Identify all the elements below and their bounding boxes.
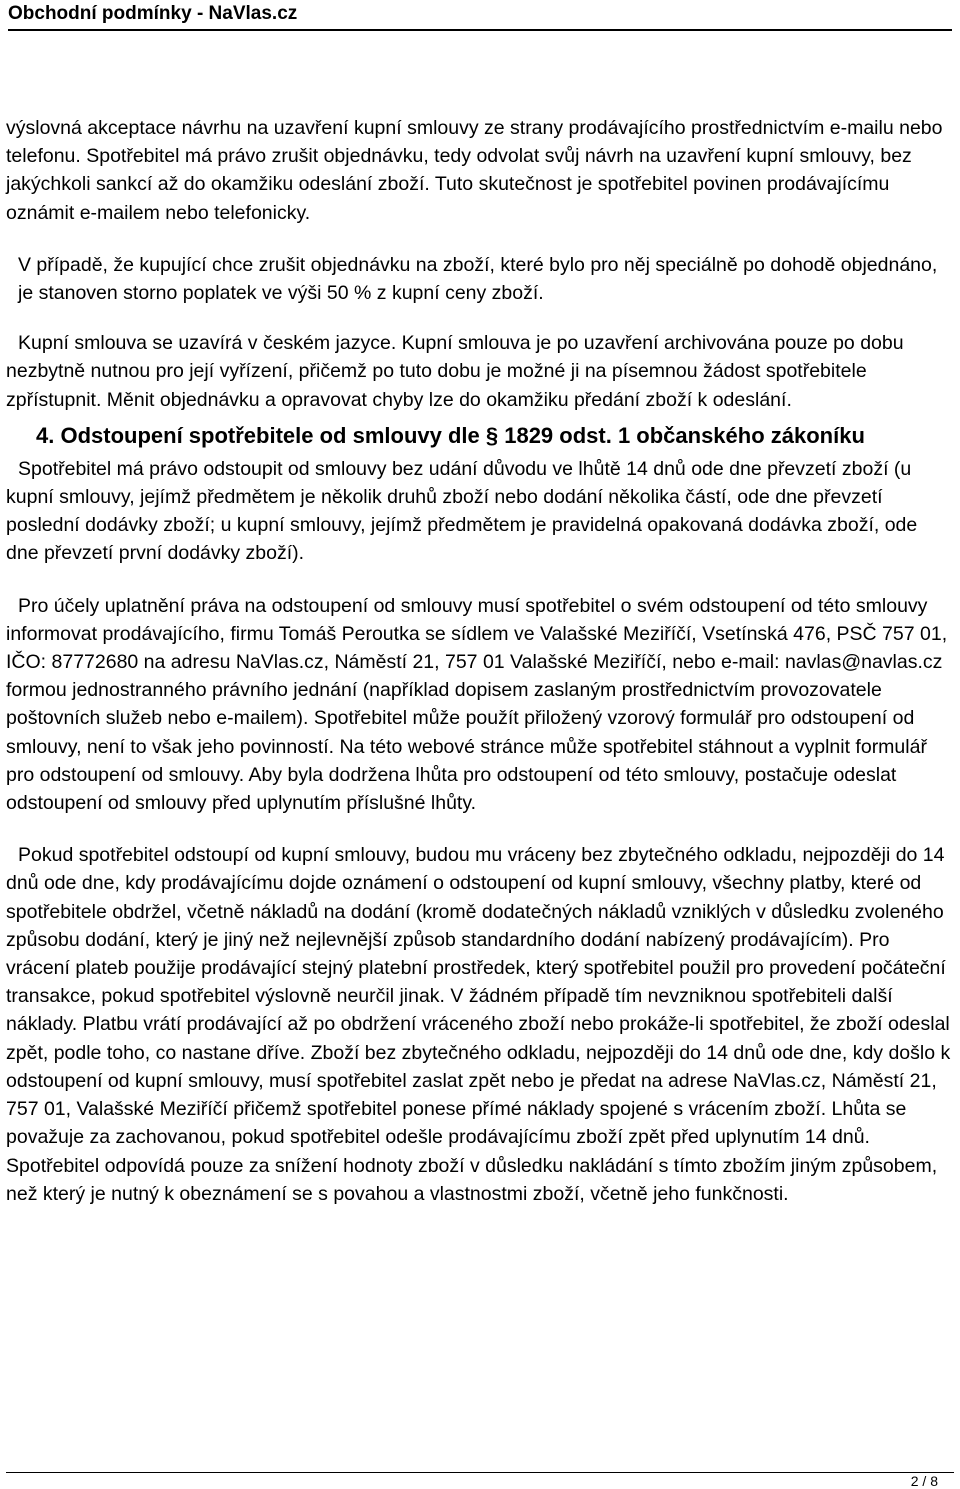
paragraph-withdrawal-procedure: Pro účely uplatnění práva na odstoupení od smlouvy musí spotřebitel o svém odstoupení od této smlouvy informovat prodávajícího, firmu Tomáš Peroutka se sídlem ve Valašské Meziříčí, Vsetínská 476, PSČ 757 01, IČO: 87772680 na adresu NaVlas.cz, Náměstí 21, 757 01 Valašské Meziříčí, nebo e-mail: navlas@navlas.cz formou jednostranného právního jednání (například dopisem zaslaným prostřednictvím provozovatele poštovních služeb nebo e-mailem). Spotřebitel může použít přiložený vzorový formulář pro odstoupení od smlouvy, není to však jeho povinností. Na této webové stránce může spotřebitel stáhnout a vyplnit formulář pro odstoupení od smlouvy. Aby byla dodržena lhůta pro odstoupení od této smlouvy, postačuje odeslat odstoupení od smlouvy před uplynutím příslušné lhůty.	[6, 594, 948, 815]
page-number: 2 / 8	[910, 1473, 938, 1489]
paragraph-contract-language: Kupní smlouva se uzavírá v českém jazyce. Kupní smlouva je po uzavření archivována pouze po dobu nezbytně nutnou pro její vyřízení, přičemž po tuto dobu je možné ji na písemnou žádost spotřebitele zpřístupnit. Měnit objednávku a opravovat chyby lze do okamžiku předání zboží k odeslání.	[6, 332, 904, 411]
page-header	[8, 0, 952, 34]
paragraph-refund-terms: Pokud spotřebitel odstoupí od kupní smlouvy, budou mu vráceny bez zbytečného odkladu, nejpozději do 14 dnů ode dne, kdy prodávajícímu dojde oznámení o odstoupení od kupní smlouvy, všechny platby, které od spotřebitele obdržel, včetně nákladů na dodání (kromě dodatečných nákladů vzniklých v důsledku zvoleného způsobu dodání, který je jiný než nejlevnější způsob standardního dodání nabízený prodávajícím). Pro vrácení plateb použije prodávající stejný platební prostředek, který spotřebitel použil pro provedení počáteční transakce, pokud spotřebitel výslovně neurčil jinak. V žádném případě tím nevzniknou spotřebiteli další náklady. Platbu vrátí prodávající až po obdržení vráceného zboží nebo prokáže-li spotřebitel, že zboží odeslal zpět, podle toho, co nastane dříve. Zboží bez zbytečného odkladu, nejpozději do 14 dnů ode dne, kdy došlo k odstoupení od kupní smlouvy, musí spotřebitel zaslat zpět nebo je předat na adrese NaVlas.cz, Náměstí 21, 757 01, Valašské Meziříčí přičemž spotřebitel ponese přímé náklady spojené s vrácením zboží. Lhůta se považuje za zachovanou, pokud spotřebitel odešle prodávajícímu zboží zpět před uplynutím 14 dnů. Spotřebitel odpovídá pouze za snížení hodnoty zboží v důsledku nakládání s tímto zbožím jiným způsobem, než který je nutný k obeznámení se s povahou a vlastnostmi zboží, včetně jeho funkčnosti.	[6, 844, 951, 1205]
section-title: Odstoupení spotřebitele od smlouvy dle § 1829 odst. 1 občanského zákoníku	[60, 422, 865, 448]
page-title: Obchodní podmínky - NaVlas.cz	[8, 3, 298, 24]
footer-divider	[6, 1472, 954, 1473]
paragraph-order-cancellation: výslovná akceptace návrhu na uzavření kupní smlouvy ze strany prodávajícího prostřednictvím e-mailu nebo telefonu. Spotřebitel má právo zrušit objednávku, tedy odvolat svůj návrh na uzavření kupní smlouvy, bez jakýchkoli sankcí až do okamžiku odeslání zboží. Tuto skutečnost je spotřebitel povinen prodávajícímu oznámit e-mailem nebo telefonicky.	[6, 117, 943, 224]
section-number: 4.	[36, 422, 55, 448]
header-divider	[8, 29, 952, 31]
paragraph-withdrawal-right: Spotřebitel má právo odstoupit od smlouvy bez udání důvodu ve lhůtě 14 dnů ode dne převzetí zboží (u kupní smlouvy, jejímž předmětem je několik druhů zboží nebo dodání několika částí, ode dne převzetí poslední dodávky zboží; u kupní smlouvy, jejímž předmětem je pravidelná opakovaná dodávka zboží, ode dne převzetí první dodávky zboží).	[6, 457, 918, 565]
document-body	[6, 114, 954, 1208]
paragraph-storno-fee: V případě, že kupující chce zrušit objednávku na zboží, které bylo pro něj speciálně po dohodě objednáno, je stanoven storno poplatek ve výši 50 % z kupní ceny zboží.	[18, 253, 938, 305]
section-heading-withdrawal	[6, 420, 954, 451]
